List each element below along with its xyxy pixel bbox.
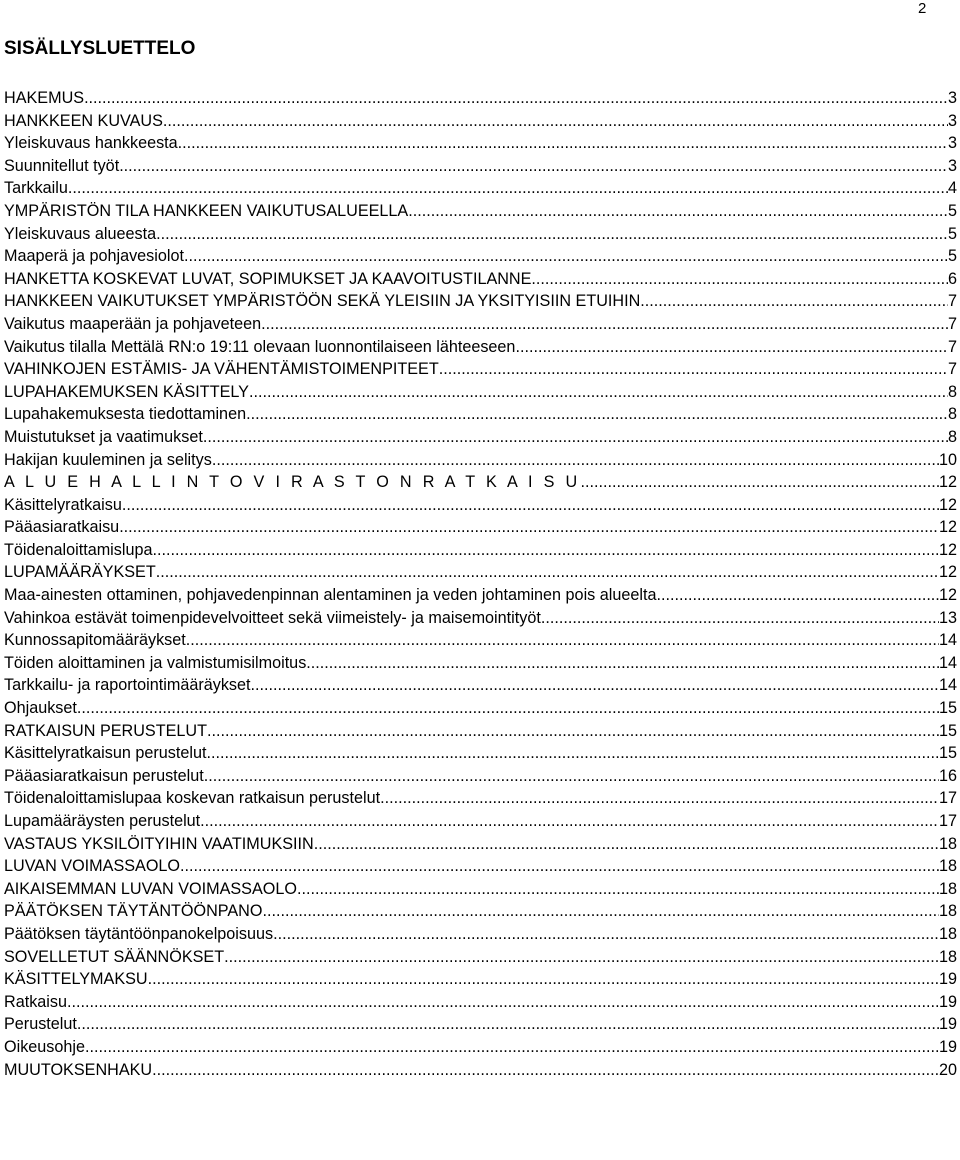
toc-entry-label: LUVAN VOIMASSAOLO (4, 857, 181, 876)
toc-entry[interactable] (4, 471, 957, 494)
toc-entry-page: 17 (938, 789, 957, 808)
dot-leader (246, 403, 948, 426)
dot-leader (184, 245, 948, 268)
toc-entry[interactable] (4, 426, 957, 449)
dot-leader (515, 336, 948, 359)
dot-leader (148, 968, 939, 991)
toc-entry-page: 19 (938, 1037, 957, 1056)
toc-entry-label: AIKAISEMMAN LUVAN VOIMASSAOLO (4, 879, 297, 898)
dot-leader (180, 855, 939, 878)
toc-entry-label: Käsittelyratkaisun perustelut (4, 744, 207, 763)
toc-entry-label: Maa-ainesten ottaminen, pohjavedenpinnan alentaminen ja veden johtaminen pois alueelta (4, 586, 657, 605)
page-number: 2 (918, 0, 927, 17)
toc-entry[interactable] (4, 516, 957, 539)
toc-entry-page: 14 (938, 631, 957, 650)
toc-entry-page: 20 (938, 1060, 957, 1079)
toc-entry-label: Maaperä ja pohjavesiolot (4, 247, 184, 266)
toc-title: SISÄLLYSLUETTELO (4, 38, 196, 59)
toc-entry-page: 18 (938, 947, 957, 966)
toc-entry-page: 5 (947, 201, 957, 220)
toc-entry[interactable] (4, 968, 957, 991)
toc-entry-page: 12 (938, 540, 957, 559)
toc-entry-label: Suunnitellut työt (4, 156, 120, 175)
toc-entry-page: 15 (938, 699, 957, 718)
toc-entry-label: Pääasiaratkaisu (4, 518, 120, 537)
toc-entry[interactable] (4, 742, 957, 765)
toc-entry-page: 7 (947, 292, 957, 311)
toc-entry[interactable] (4, 1059, 957, 1082)
dot-leader (178, 132, 948, 155)
dot-leader (152, 1059, 939, 1082)
dot-leader (249, 381, 948, 404)
toc-entry-label: Töidenaloittamislupa (4, 540, 153, 559)
dot-leader (119, 155, 948, 178)
toc-entry[interactable] (4, 697, 957, 720)
toc-entry-label: HANKETTA KOSKEVAT LUVAT, SOPIMUKSET JA KAAVOITUSTILANNE (4, 269, 532, 288)
toc-entry-label: Päätöksen täytäntöönpanokelpoisuus (4, 924, 274, 943)
dot-leader (122, 494, 939, 517)
table-of-contents (4, 87, 957, 1081)
toc-entry-page: 12 (938, 563, 957, 582)
toc-entry-label: A L U E H A L L I N T O V I R A S T O N R A T K A I S U (4, 473, 581, 492)
toc-entry-page: 18 (938, 902, 957, 921)
toc-entry[interactable] (4, 923, 957, 946)
toc-entry-page: 5 (947, 247, 957, 266)
toc-entry-label: Yleiskuvaus hankkeesta (4, 134, 178, 153)
toc-entry-label: Töiden aloittaminen ja valmistumisilmoitus (4, 653, 307, 672)
dot-leader (200, 810, 939, 833)
toc-entry-label: KÄSITTELYMAKSU (4, 970, 148, 989)
toc-entry-page: 15 (938, 721, 957, 740)
dot-leader (207, 720, 939, 743)
dot-leader (261, 313, 948, 336)
toc-entry-page: 3 (947, 89, 957, 107)
toc-entry-label: RATKAISUN PERUSTELUT (4, 721, 207, 740)
toc-entry-label: Tarkkailu (4, 179, 68, 198)
toc-entry-label: MUUTOKSENHAKU (4, 1060, 153, 1079)
toc-entry[interactable] (4, 1036, 957, 1059)
toc-entry-page: 12 (938, 495, 957, 514)
dot-leader (204, 765, 939, 788)
toc-entry-page: 3 (947, 156, 957, 175)
dot-leader (156, 223, 948, 246)
toc-entry[interactable] (4, 561, 957, 584)
dot-leader (163, 110, 948, 133)
dot-leader (67, 991, 939, 1014)
toc-entry[interactable] (4, 381, 957, 404)
toc-entry-page: 3 (947, 134, 957, 153)
toc-entry-label: PÄÄTÖKSEN TÄYTÄNTÖÖNPANO (4, 902, 263, 921)
toc-entry[interactable] (4, 336, 957, 359)
dot-leader (186, 629, 939, 652)
dot-leader (77, 697, 939, 720)
toc-entry-label: Lupamääräysten perustelut (4, 812, 201, 830)
dot-leader (541, 607, 939, 630)
toc-entry-page: 3 (947, 111, 957, 130)
toc-entry-page: 18 (938, 857, 957, 876)
toc-entry-page: 6 (947, 269, 957, 288)
toc-entry[interactable] (4, 155, 957, 178)
toc-entry[interactable] (4, 720, 957, 743)
toc-entry[interactable] (4, 878, 957, 901)
dot-leader (156, 561, 939, 584)
dot-leader (224, 946, 939, 969)
toc-entry[interactable] (4, 110, 957, 133)
toc-entry-page: 18 (938, 924, 957, 943)
toc-entry-label: HANKKEEN VAIKUTUKSET YMPÄRISTÖÖN SEKÄ YLEISIIN JA YKSITYISIIN ETUIHIN (4, 292, 641, 311)
toc-entry-label: HAKEMUS (4, 89, 85, 107)
toc-entry-page: 8 (947, 405, 957, 424)
toc-entry[interactable] (4, 87, 957, 110)
toc-entry-label: Vaikutus tilalla Mettälä RN:o 19:11 olevaan luonnontilaiseen lähteeseen (4, 337, 516, 356)
dot-leader (380, 787, 939, 810)
toc-entry-label: LUPAMÄÄRÄYKSET (4, 563, 156, 582)
toc-entry[interactable] (4, 833, 957, 856)
toc-entry-label: VAHINKOJEN ESTÄMIS- JA VÄHENTÄMISTOIMENPITEET (4, 360, 439, 379)
toc-entry-page: 14 (938, 676, 957, 695)
dot-leader (408, 200, 948, 223)
toc-entry-label: Vahinkoa estävät toimenpidevelvoitteet sekä viimeistely- ja maisemointityöt (4, 608, 541, 627)
toc-entry[interactable] (4, 765, 957, 788)
toc-entry-page: 12 (938, 518, 957, 537)
toc-entry-page: 14 (938, 653, 957, 672)
toc-entry-label: Töidenaloittamislupaa koskevan ratkaisun perustelut (4, 789, 381, 808)
toc-entry-label: Muistutukset ja vaatimukset (4, 427, 203, 446)
toc-entry[interactable] (4, 1013, 957, 1036)
dot-leader (262, 900, 939, 923)
toc-entry[interactable] (4, 787, 957, 810)
toc-entry-page: 17 (938, 812, 957, 830)
toc-entry-label: SOVELLETUT SÄÄNNÖKSET (4, 947, 225, 966)
toc-entry-page: 18 (938, 879, 957, 898)
toc-entry-label: VASTAUS YKSILÖITYIHIN VAATIMUKSIIN (4, 834, 314, 853)
dot-leader (314, 833, 939, 856)
toc-entry-label: Perustelut (4, 1015, 77, 1034)
toc-entry-label: LUPAHAKEMUKSEN KÄSITTELY (4, 382, 249, 401)
toc-entry-page: 10 (938, 450, 957, 469)
dot-leader (77, 1013, 939, 1036)
dot-leader (85, 1036, 939, 1059)
toc-entry[interactable] (4, 607, 957, 630)
toc-entry[interactable] (4, 674, 957, 697)
toc-entry-label: Pääasiaratkaisun perustelut (4, 766, 204, 785)
toc-entry-label: Lupahakemuksesta tiedottaminen (4, 405, 247, 424)
toc-entry-label: Ohjaukset (4, 699, 77, 718)
toc-entry-page: 19 (938, 970, 957, 989)
toc-entry-page: 18 (938, 834, 957, 853)
dot-leader (273, 923, 939, 946)
toc-entry-label: Vaikutus maaperään ja pohjaveteen (4, 314, 262, 333)
toc-entry[interactable] (4, 177, 957, 200)
toc-entry-label: Ratkaisu (4, 992, 67, 1011)
toc-entry[interactable] (4, 358, 957, 381)
dot-leader (251, 674, 939, 697)
toc-entry-page: 7 (947, 337, 957, 356)
toc-entry-page: 19 (938, 1015, 957, 1034)
toc-entry[interactable] (4, 810, 957, 833)
toc-entry-page: 12 (938, 586, 957, 605)
toc-entry-page: 7 (947, 360, 957, 379)
toc-entry-page: 8 (947, 382, 957, 401)
dot-leader (206, 742, 939, 765)
toc-entry[interactable] (4, 449, 957, 472)
toc-entry[interactable] (4, 584, 957, 607)
toc-entry[interactable] (4, 268, 957, 291)
toc-entry[interactable] (4, 313, 957, 336)
toc-entry-label: Tarkkailu- ja raportointimääräykset (4, 676, 251, 695)
toc-entry[interactable] (4, 132, 957, 155)
dot-leader (68, 177, 948, 200)
toc-entry-page: 4 (947, 179, 957, 198)
toc-entry[interactable] (4, 539, 957, 562)
toc-entry[interactable] (4, 494, 957, 517)
toc-entry[interactable] (4, 991, 957, 1014)
toc-entry[interactable] (4, 245, 957, 268)
toc-entry-page: 13 (938, 608, 957, 627)
dot-leader (152, 539, 939, 562)
toc-entry-page: 15 (938, 744, 957, 763)
toc-entry[interactable] (4, 652, 957, 675)
dot-leader (531, 268, 948, 291)
toc-entry[interactable] (4, 946, 957, 969)
toc-entry-label: Oikeusohje (4, 1037, 85, 1056)
toc-entry-page: 19 (938, 992, 957, 1011)
dot-leader (203, 426, 948, 449)
dot-leader (640, 290, 948, 313)
dot-leader (306, 652, 939, 675)
toc-entry-label: Hakijan kuuleminen ja selitys (4, 450, 212, 469)
dot-leader (297, 878, 939, 901)
toc-entry-page: 12 (938, 473, 957, 492)
dot-leader (656, 584, 939, 607)
dot-leader (84, 87, 948, 110)
toc-entry-label: Kunnossapitomääräykset (4, 631, 186, 650)
toc-entry[interactable] (4, 855, 957, 878)
toc-entry[interactable] (4, 223, 957, 246)
dot-leader (580, 471, 939, 494)
toc-entry-label: YMPÄRISTÖN TILA HANKKEEN VAIKUTUSALUEELLA (4, 201, 409, 220)
toc-entry-page: 8 (947, 427, 957, 446)
toc-entry-page: 7 (947, 314, 957, 333)
toc-entry-label: HANKKEEN KUVAUS (4, 111, 163, 130)
toc-entry[interactable] (4, 403, 957, 426)
dot-leader (439, 358, 948, 381)
dot-leader (119, 516, 939, 539)
toc-entry[interactable] (4, 629, 957, 652)
toc-entry-label: Yleiskuvaus alueesta (4, 224, 157, 243)
dot-leader (212, 449, 939, 472)
toc-entry-page: 16 (938, 766, 957, 785)
toc-entry-label: Käsittelyratkaisu (4, 495, 122, 514)
toc-entry[interactable] (4, 290, 957, 313)
toc-entry-page: 5 (947, 224, 957, 243)
toc-entry[interactable] (4, 900, 957, 923)
toc-entry[interactable] (4, 200, 957, 223)
